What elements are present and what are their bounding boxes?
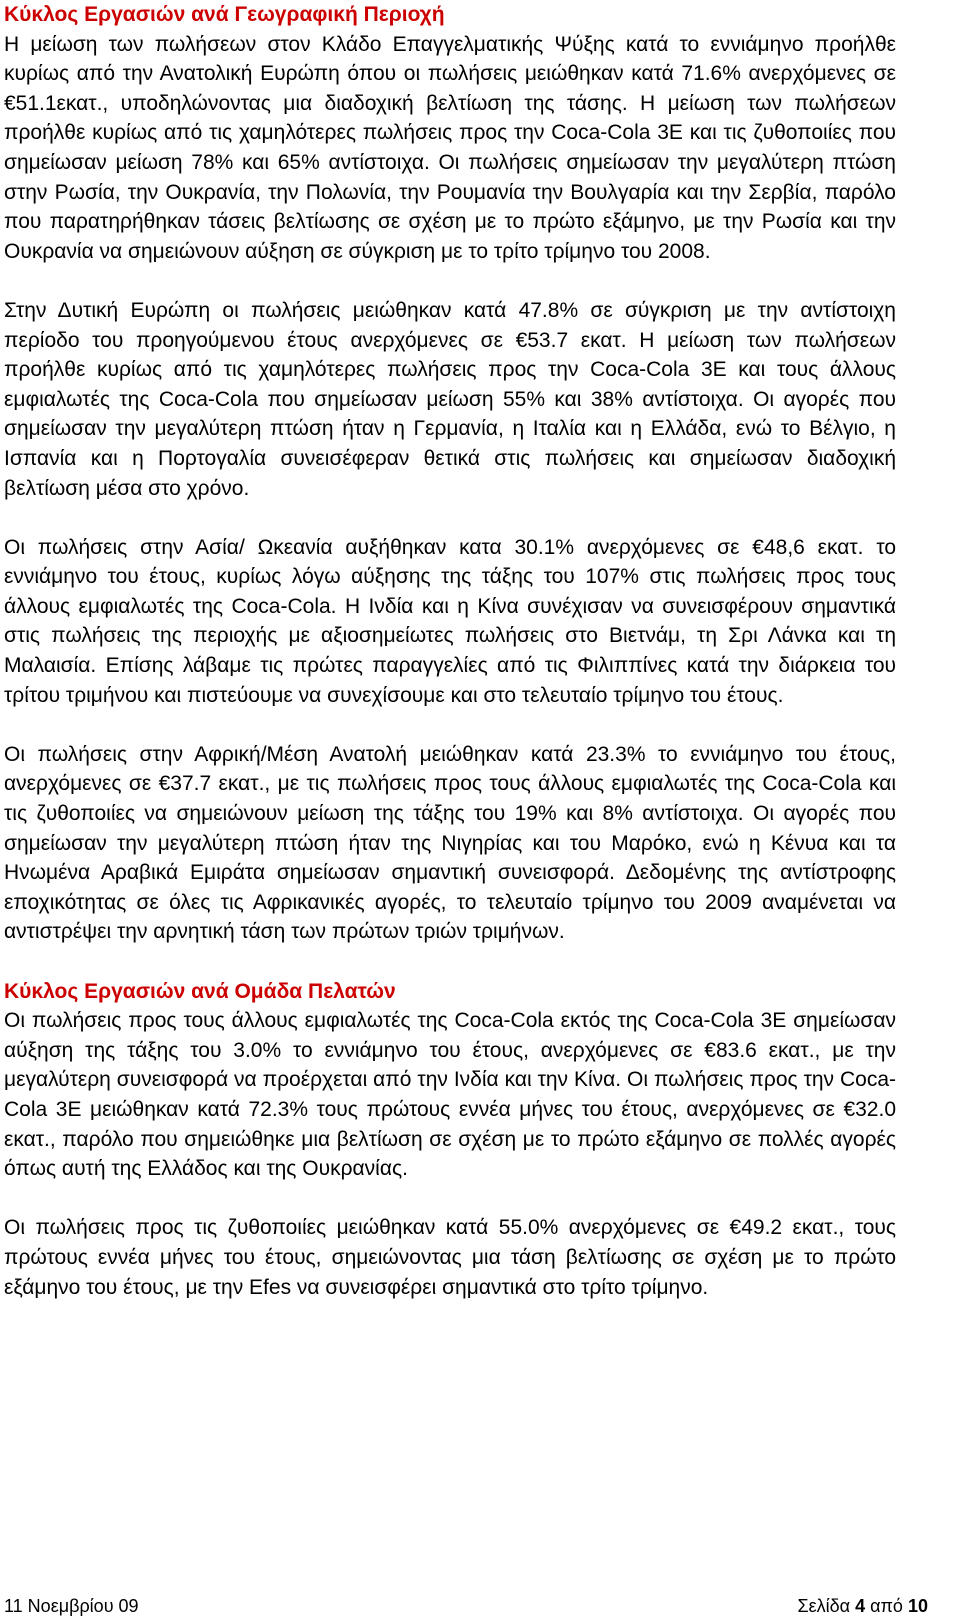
page-total: 10 [907, 1596, 928, 1616]
paragraph-western-europe: Στην Δυτική Ευρώπη οι πωλήσεις μειώθηκαν κατά 47.8% σε σύγκριση με την αντίστοιχη περίοδο του προηγούμενου έτους ανερχόμενες σε €53.7 εκατ. Η μείωση των πωλήσεων προήλθε κυρίως από τις χαμηλότερες πωλήσεις προς την Coca-Cola 3E και τους άλλους εμφιαλωτές της Coca-Cola που σημείωσαν μείωση 55% και 38% αντίστοιχα. Οι αγορές που σημείωσαν την μεγαλύτερη πτώση ήταν η Γερμανία, η Ιταλία και η Ελλάδα, ενώ το Βέλγιο, η Ισπανία και η Πορτογαλία συνεισέφεραν θετικά στις πωλήσεις και σημείωσαν διαδοχική βελτίωση μέσα στο χρόνο. [4, 298, 896, 500]
footer-date: 11 Νοεμβρίου 09 [4, 1596, 139, 1616]
paragraph-asia-oceania: Οι πωλήσεις στην Ασία/ Ωκεανία αυξήθηκαν κατα 30.1% ανερχόμενες σε €48,6 εκατ. το εννιάμηνο του έτους, κυρίως λόγω αύξησης της τάξης του 107% στις πωλήσεις προς τους άλλους εμφιαλωτές της Coca-Cola. Η Ινδία και η Κίνα συνέχισαν να συνεισφέρουν σημαντικά στις πωλήσεις της περιοχής με αξιοσημείωτες πωλήσεις στο Βιετνάμ, τη Σρι Λάνκα και τη Μαλαισία. Επίσης λάβαμε τις πρώτες παραγγελίες από τις Φιλιππίνες κατά την διάρκεια του τρίτου τριμήνου και πιστεύουμε να συνεχίσουμε και στο τελευταίο τρίμηνο του έτους. [4, 535, 896, 707]
page-of-label: από [870, 1596, 903, 1616]
section-heading-geographic: Κύκλος Εργασιών ανά Γεωγραφική Περιοχή [4, 3, 445, 26]
paragraph-africa-middle-east: Οι πωλήσεις στην Αφρική/Μέση Ανατολή μειώθηκαν κατά 23.3% το εννιάμηνο του έτους, ανερχόμενες σε €37.7 εκατ., με τις πωλήσεις προς τους άλλους εμφιαλωτές της Coca-Cola και τις ζυθοποιίες να σημειώνουν μείωση της τάξης του 19% και 8% αντίστοιχα. Οι αγορές που σημείωσαν την μεγαλύτερη πτώση ήταν της Νιγηρίας και του Μαρόκο, ενώ η Κένυα και τα Ηνωμένα Αραβικά Εμιράτα σημείωσαν σημαντική συνεισφορά. Δεδομένης της αντίστροφης εποχικότητας σε όλες τις Αφρικανικές αγορές, το τελευταίο τρίμηνο του 2009 αναμένεται να αντιστρέψει την αρνητική τάση των πρώτων τριών τριμήνων. [4, 742, 896, 944]
paragraph-eastern-europe: Η μείωση των πωλήσεων στον Κλάδο Επαγγελματικής Ψύξης κατά το εννιάμηνο προήλθε κυρίως από την Ανατολική Ευρώπη όπου οι πωλήσεις μειώθηκαν κατά 71.6% ανερχόμενες σε €51.1εκατ., υποδηλώνοντας μια διαδοχική βελτίωση της τάσης. Η μείωση των πωλήσεων προήλθε κυρίως από τις χαμηλότερες πωλήσεις προς την Coca-Cola 3E και τις ζυθοποιίες που σημείωσαν μείωση 78% και 65% αντίστοιχα. Οι πωλήσεις σημείωσαν την μεγαλύτερη πτώση στην Ρωσία, την Ουκρανία, την Πολωνία, την Ρουμανία την Βουλγαρία και την Σερβία, παρόλο που παρατηρήθηκαν τάσεις βελτίωσης σε σχέση με το πρώτο εξάμηνο, με την Ρωσία και την Ουκρανία να σημειώνουν αύξηση σε σύγκριση με το τρίτο τρίμηνο του 2008. [4, 32, 896, 263]
page-label: Σελίδα [797, 1596, 851, 1616]
paragraph-other-bottlers: Οι πωλήσεις προς τους άλλους εμφιαλωτές της Coca-Cola εκτός της Coca-Cola 3E σημείωσαν αύξηση της τάξης του 3.0% το εννιάμηνο του έτους, ανερχόμενες σε €83.6 εκατ., με την μεγαλύτερη συνεισφορά να προέρχεται από την Ινδία και την Κίνα. Οι πωλήσεις προς την Coca-Cola 3E μειώθηκαν κατά 72.3% τους πρώτους εννέα μήνες του έτους, ανερχόμενες σε €32.0 εκατ., παρόλο που σημειώθηκε μια βελτίωση σε σχέση με το πρώτο εξάμηνο σε πολλές αγορές όπως αυτή της Ελλάδος και της Ουκρανίας. [4, 1009, 896, 1181]
page-number [797, 1594, 928, 1618]
page-current: 4 [855, 1596, 866, 1616]
document-page [4, 0, 896, 1302]
section-heading-customer-group: Κύκλος Εργασιών ανά Ομάδα Πελατών [4, 979, 396, 1003]
paragraph-breweries: Οι πωλήσεις προς τις ζυθοποιίες μειώθηκαν κατά 55.0% ανερχόμενες σε €49.2 εκατ., τους πρώτους εννέα μήνες του έτους, σημειώνοντας μια τάση βελτίωσης σε σχέση με το πρώτο εξάμηνο του έτους, με την Efes να συνεισφέρει σημαντικά στο τρίτο τρίμηνο. [4, 1216, 896, 1299]
